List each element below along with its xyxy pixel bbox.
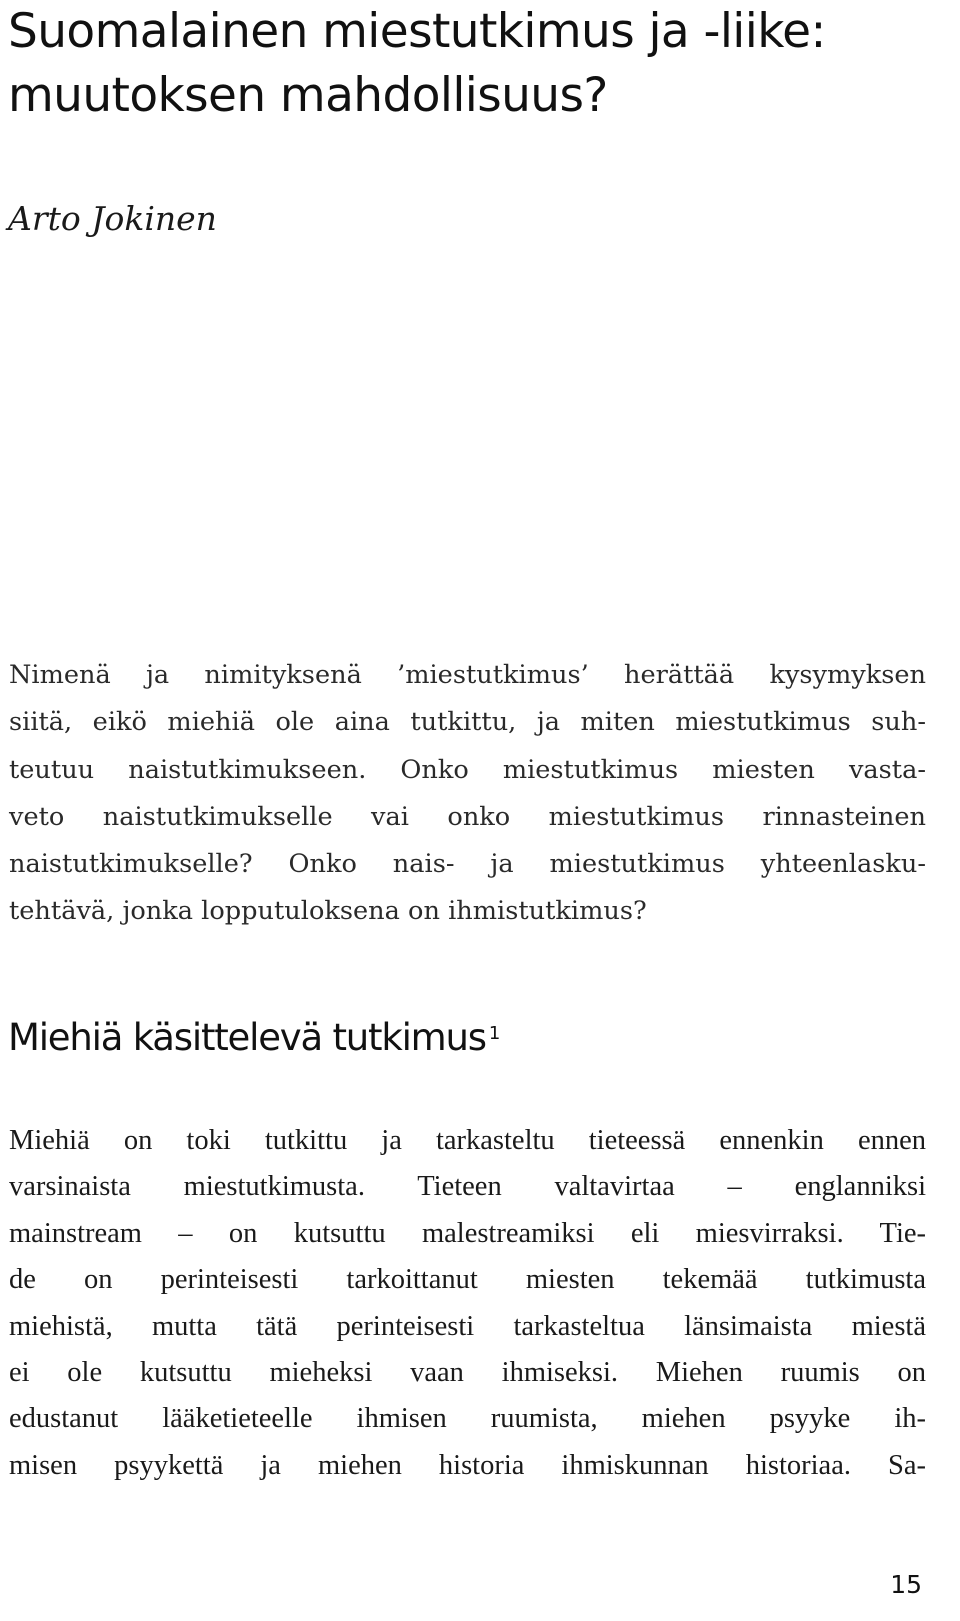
intro-line: Nimenä ja nimityksenä ’miestutkimus’ herättää kysymyksen — [9, 660, 926, 690]
article-title-line-2: muutoksen mahdollisuus? — [8, 68, 608, 123]
author-name: Arto Jokinen — [8, 199, 217, 238]
footnote-reference[interactable]: 1 — [488, 1023, 501, 1044]
body-line: de on perinteisesti tarkoittanut miesten tekemää tutkimusta — [9, 1264, 926, 1296]
intro-line: tehtävä, jonka lopputuloksena on ihmistutkimus? — [9, 896, 647, 927]
body-line: Miehiä on toki tutkittu ja tarkasteltu tieteessä ennenkin ennen — [9, 1125, 926, 1156]
intro-paragraph — [9, 652, 926, 936]
page-number: 15 — [890, 1570, 922, 1599]
intro-line: siitä, eikö miehiä ole aina tutkittu, ja miten miestutkimus suh- — [9, 707, 926, 738]
intro-line: naistutkimukselle? Onko nais- ja miestutkimus yhteenlasku- — [9, 849, 926, 880]
body-line: varsinaista miestutkimusta. Tieteen valtavirtaa – englanniksi — [9, 1171, 926, 1203]
intro-line: veto naistutkimukselle vai onko miestutkimus rinnasteinen — [9, 801, 926, 832]
body-line: misen psyykettä ja miehen historia ihmiskunnan historiaa. Sa- — [9, 1449, 926, 1481]
body-line: ei ole kutsuttu mieheksi vaan ihmiseksi. Miehen ruumis on — [9, 1357, 926, 1389]
body-paragraph — [9, 1118, 926, 1489]
body-line: mainstream – on kutsuttu malestreamiksi eli miesvirraksi. Tie- — [9, 1217, 926, 1249]
article-title-line-1: Suomalainen miestutkimus ja -liike: — [8, 4, 826, 59]
body-line: miehistä, mutta tätä perinteisesti tarkasteltua länsimaista miestä — [9, 1310, 926, 1342]
section-heading-text: Miehiä käsittelevä tutkimus — [8, 1016, 486, 1059]
article-title — [8, 0, 948, 128]
section-heading — [8, 1012, 500, 1064]
body-line: edustanut lääketieteelle ihmisen ruumista, miehen psyyke ih- — [9, 1403, 926, 1435]
intro-line: teutuu naistutkimukseen. Onko miestutkimus miesten vasta- — [9, 754, 926, 785]
